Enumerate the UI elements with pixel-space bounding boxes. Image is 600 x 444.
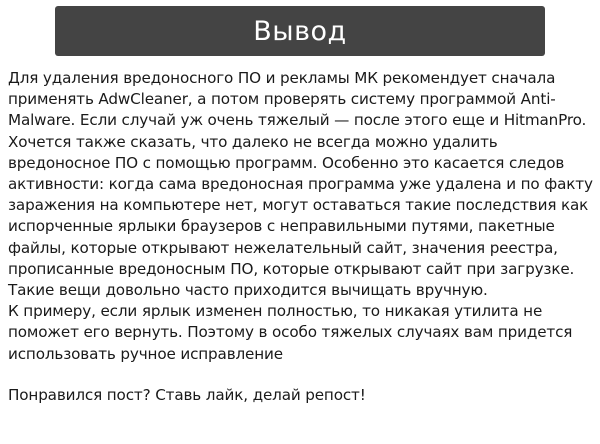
call-to-action: Понравился пост? Ставь лайк, делай репост! [8, 385, 366, 404]
article-paragraph-2: К примеру, если ярлык изменен полностью, то никакая утилита не поможет его вернуть. Поэтому в особо тяжелых случаях вам придется использовать ручное исправление [8, 302, 573, 363]
article-paragraph-1: Для удаления вредоносного ПО и рекламы МК рекомендует сначала применять AdwCleaner, а потом проверять систему программой Anti- Malware. Если случай уж очень тяжелый — после этого еще и HitmanPro. Хочется также сказать, что далеко не всегда можно удалить вредоносное ПО с помощью программ. Особенно это касается следов активности: когда сама вредоносная программа уже удалена и по факту заражения на компьютере нет, могут оставаться такие последствия как испорченные ярлыки браузеров с неправильными путями, пакетные файлы, которые открывают нежелательный сайт, значения реестра, прописанные вредоносным ПО, которые открывают сайт при загрузке. Такие вещи довольно часто приходится вычищать вручную. [8, 69, 593, 300]
article-body [8, 68, 596, 406]
section-title: Вывод [253, 15, 347, 47]
paragraph-spacer [8, 365, 596, 385]
section-header [55, 6, 545, 56]
